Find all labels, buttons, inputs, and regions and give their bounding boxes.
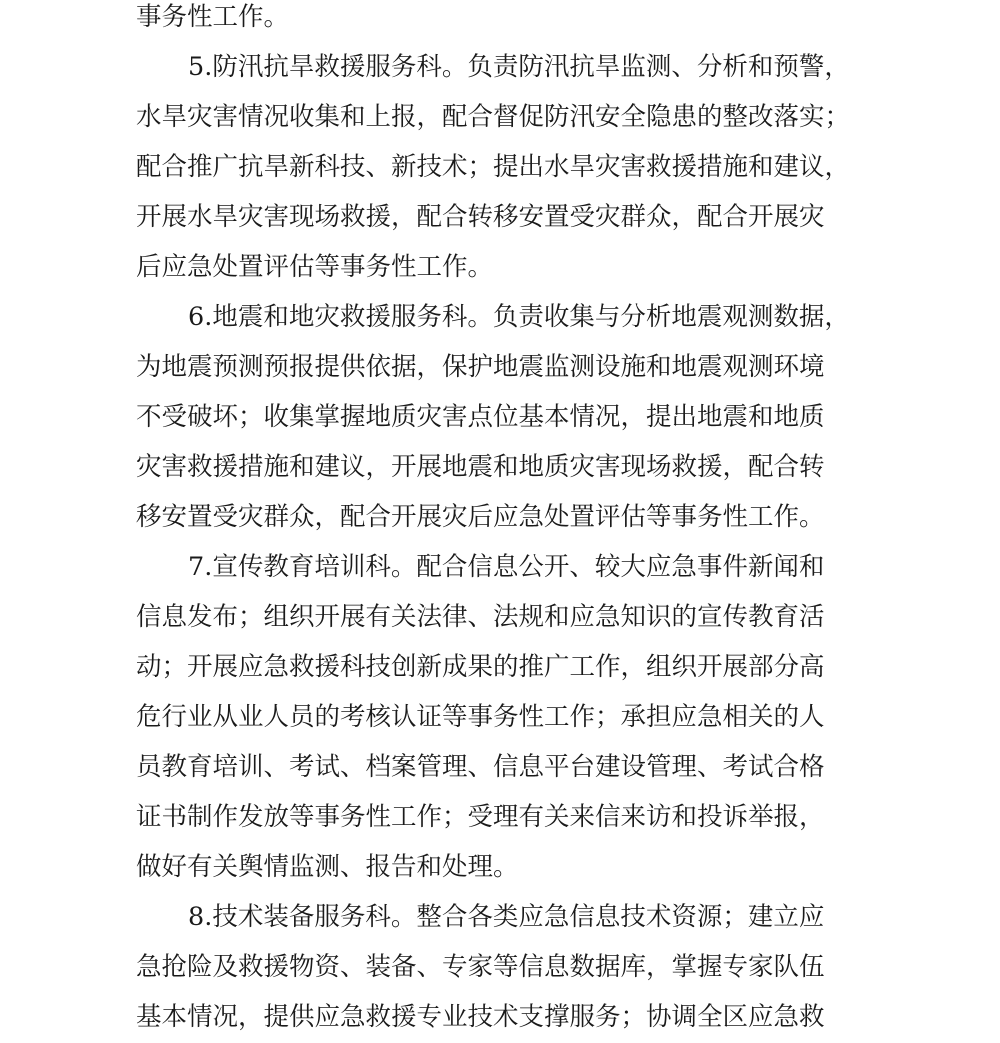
- paragraph-6-heading-line: 6.地震和地灾救援服务科。负责收集与分析地震观测数据，: [188, 302, 850, 332]
- text-line: 灾害救援措施和建议，开展地震和地质灾害现场救援，配合转: [136, 452, 825, 482]
- text-line: 基本情况，提供应急救援专业技术支撑服务；协调全区应急救: [136, 1002, 825, 1032]
- text-line: 水旱灾害情况收集和上报，配合督促防汛安全隐患的整改落实；: [136, 102, 851, 132]
- text-line: 不受破坏；收集掌握地质灾害点位基本情况，提出地震和地质: [136, 402, 825, 432]
- paragraph-5-heading-line: 5.防汛抗旱救援服务科。负责防汛抗旱监测、分析和预警，: [188, 52, 850, 82]
- text-line: 危行业从业人员的考核认证等事务性工作；承担应急相关的人: [136, 702, 825, 732]
- text-line: 证书制作发放等事务性工作；受理有关来信来访和投诉举报，: [136, 802, 825, 832]
- text-line: 为地震预测预报提供依据，保护地震监测设施和地震观测环境: [136, 352, 825, 382]
- text-line: 员教育培训、考试、档案管理、信息平台建设管理、考试合格: [136, 752, 825, 782]
- paragraph-8-heading-line: 8.技术装备服务科。整合各类应急信息技术资源；建立应: [188, 902, 825, 932]
- text-line: 后应急处置评估等事务性工作。: [136, 252, 494, 282]
- text-line: 开展水旱灾害现场救援，配合转移安置受灾群众，配合开展灾: [136, 202, 825, 232]
- paragraph-7-heading-line: 7.宣传教育培训科。配合信息公开、较大应急事件新闻和: [188, 552, 825, 582]
- text-line: 信息发布；组织开展有关法律、法规和应急知识的宣传教育活: [136, 602, 825, 632]
- text-line: 做好有关舆情监测、报告和处理。: [136, 852, 519, 882]
- text-line: 动；开展应急救援科技创新成果的推广工作，组织开展部分高: [136, 652, 825, 682]
- text-line: 事务性工作。: [136, 2, 290, 32]
- text-line: 配合推广抗旱新科技、新技术；提出水旱灾害救援措施和建议，: [136, 152, 851, 182]
- text-line: 急抢险及救援物资、装备、专家等信息数据库，掌握专家队伍: [136, 952, 825, 982]
- text-line: 移安置受灾群众，配合开展灾后应急处置评估等事务性工作。: [136, 502, 825, 532]
